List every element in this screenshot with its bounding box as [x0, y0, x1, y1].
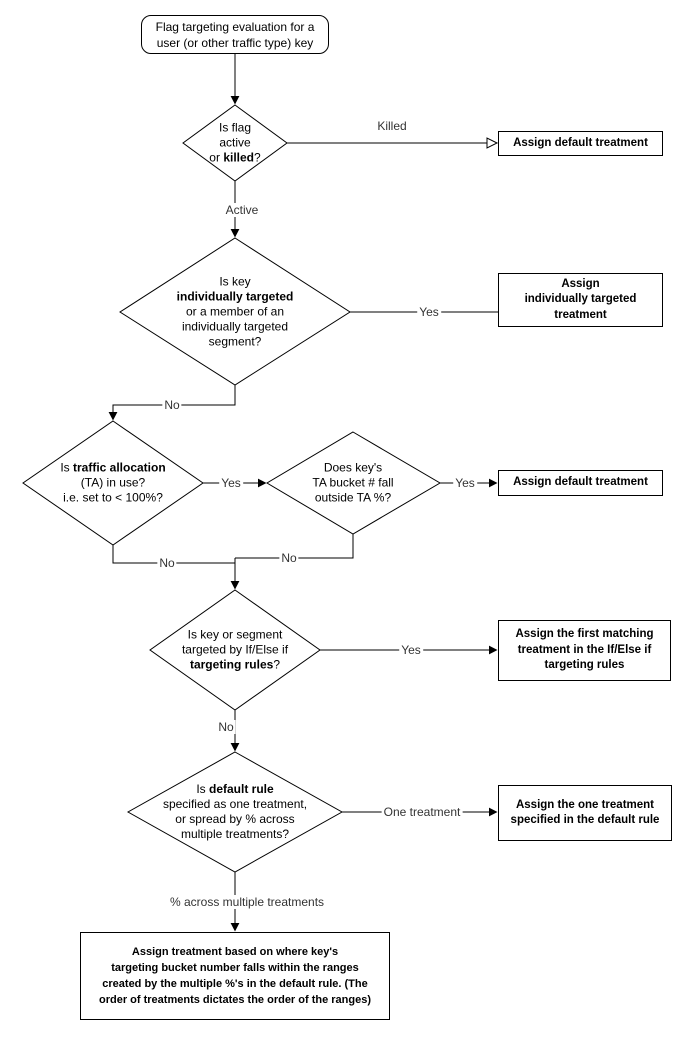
arrowhead-start-icon [231, 96, 240, 105]
decision-default-rule-label: Is default rule specified as one treatment, or spread by % across multiple treatments? [162, 782, 308, 841]
terminal-assign-default-treatment-ta: Assign default treatment [498, 470, 663, 496]
start-node-line: Flag targeting evaluation for a [155, 19, 315, 34]
arrowhead-merge-icon [231, 581, 240, 590]
decision-targeting-rules-label: Is key or segment targeted by If/Else if targeting rules? [181, 627, 289, 672]
terminal-assign-treatment-by-ranges: Assign treatment based on where key's targeting bucket number falls within the ranges created by the multiple %'s in the default rule. (The order of treatments dictates the order of the ranges) [80, 932, 390, 1020]
terminal-assign-first-matching-treatment: Assign the first matching treatment in the If/Else if targeting rules [498, 620, 671, 681]
arrowhead-killed-open-icon [487, 138, 497, 148]
decision-flag-active-label: Is flag active or killed? [209, 120, 261, 165]
arrowhead-pct-multiple-icon [231, 923, 240, 932]
decision-ta-bucket-label: Does key's TA bucket # fall outside TA %? [312, 460, 394, 505]
arrowhead-yes-outside-icon [489, 479, 498, 488]
terminal-assign-one-treatment: Assign the one treatment specified in the default rule [498, 785, 672, 841]
edge-label-yes-individually: Yes [419, 305, 439, 319]
start-node [141, 15, 329, 54]
edge-label-active: Active [225, 203, 259, 217]
terminal-assign-default-treatment-killed: Assign default treatment [498, 131, 663, 156]
arrowhead-no-individually-icon [109, 412, 118, 421]
edge-label-yes-outside: Yes [455, 476, 475, 490]
decision-traffic-allocation-label: Is traffic allocation (TA) in use? i.e. set to < 100%? [60, 460, 166, 505]
edge-label-yes-rules: Yes [401, 643, 421, 657]
decision-individually-targeted-label: Is key individually targeted or a member of an individually targeted segment? [176, 274, 294, 349]
edge-label-no-individually: No [164, 398, 180, 412]
terminal-assign-individually-targeted: Assign individually targeted treatment [498, 273, 663, 327]
arrowhead-yes-ta-icon [258, 479, 267, 488]
edge-label-pct-multiple: % across multiple treatments [169, 895, 325, 909]
start-node-line: user (or other traffic type) key [156, 35, 314, 50]
arrowhead-active-icon [231, 229, 240, 238]
edge-label-one-treatment: One treatment [383, 805, 461, 819]
arrowhead-one-treatment-icon [489, 808, 498, 817]
edge-label-no-rules: No [218, 720, 234, 734]
arrowhead-yes-rules-icon [489, 646, 498, 655]
edge-label-killed: Killed [377, 119, 407, 133]
edge-label-yes-ta: Yes [221, 476, 241, 490]
edge-label-no-outside: No [281, 551, 297, 565]
arrowhead-no-rules-icon [231, 743, 240, 752]
edge-label-no-ta: No [159, 556, 175, 570]
